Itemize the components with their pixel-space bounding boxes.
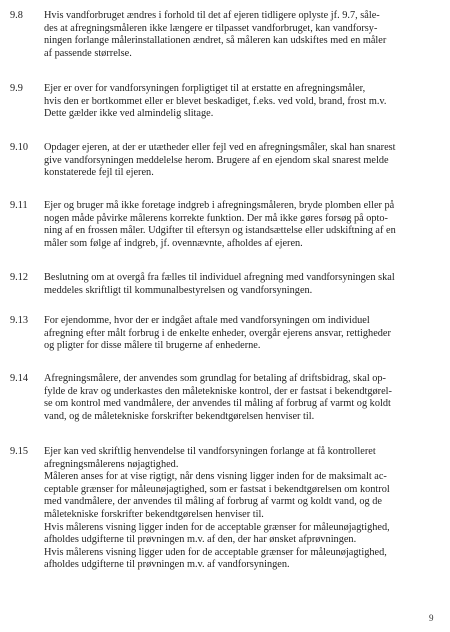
text-line: ning af en frossen måler. Udgifter til eftersyn og istandsættelse eller udskiftning af en	[44, 225, 396, 237]
text-line: ceptable grænser for måleunøjagtighed, som er fastsat i bekendtgørelsen om kontrol	[44, 483, 390, 495]
section-text	[44, 272, 440, 297]
text-line: afregning efter målt forbrug i de enkelte enheder, overgår ejerens ansvar, rettigheder	[44, 327, 391, 339]
section-text	[44, 315, 440, 353]
text-line: måler som følge af indgreb, jf. ovennævnte, afholdes af ejeren.	[44, 237, 303, 249]
text-line: afregningsmålerens nøjagtighed.	[44, 458, 179, 470]
section-9-10	[10, 142, 440, 180]
text-line: Dette gælder ikke ved almindelig slitage.	[44, 108, 214, 120]
text-line: Hvis vandforbruget ændres i forhold til det af ejeren tidligere oplyste jf. 9.7, såle-	[44, 10, 380, 21]
text-line: Måleren anses for at vise rigtigt, når dens visning ligger inden for de maksimalt ac-	[44, 471, 387, 483]
text-line: ningen forlange målerinstallationen ændret, så måleren kan udskiftes med en måler	[44, 35, 387, 47]
section-number: 9.11	[10, 200, 28, 211]
section-9-13	[10, 315, 440, 353]
text-line: Opdager ejeren, at der er utætheder eller fejl ved en afregningsmåler, skal han snarest	[44, 142, 396, 153]
section-text	[44, 373, 440, 423]
text-line: Afregningsmålere, der anvendes som grundlag for betaling af driftsbidrag, skal op-	[44, 373, 386, 384]
section-number: 9.8	[10, 10, 23, 21]
section-text	[44, 83, 440, 121]
section-9-11	[10, 200, 440, 250]
text-line: give vandforsyningen meddelelse herom. Brugere af en ejendom skal snarest melde	[44, 154, 389, 166]
section-text	[44, 446, 440, 572]
text-line: Ejer kan ved skriftlig henvendelse til vandforsyningen forlange at få kontrolleret	[44, 446, 376, 457]
section-number: 9.14	[10, 373, 29, 384]
text-line: Ejer og bruger må ikke foretage indgreb i afregningsmåleren, bryde plomben eller på	[44, 200, 395, 211]
text-line: meddeles skriftligt til kommunalbestyrelsen og vandforsyningen.	[44, 284, 313, 296]
text-line: med vandmålere, der anvendes til måling af forbrug af varmt og koldt vand, og de	[44, 496, 382, 508]
section-9-12	[10, 272, 440, 297]
text-line: nogen måde påvirke målerens korrekte funktion. Der må ikke gøres forsøg på opto-	[44, 212, 388, 224]
section-text	[44, 200, 440, 250]
text-line: Ejer er over for vandforsyningen forpligtiget til at erstatte en afregningsmåler,	[44, 83, 366, 94]
text-line: se om kontrol med vandmålere, der anvendes til måling af forbrug af varmt og koldt	[44, 398, 391, 410]
section-9-8	[10, 10, 440, 60]
text-line: Hvis målerens visning ligger inden for de acceptable grænser for måleunøjagtighed,	[44, 521, 390, 533]
section-number: 9.10	[10, 142, 29, 153]
text-line: des at afregningsmåleren ikke længere er tilpasset vandforbruget, kan vandforsy-	[44, 22, 378, 34]
section-number: 9.15	[10, 446, 29, 457]
text-line: Hvis målerens visning ligger uden for de acceptable grænser for måleunøjagtighed,	[44, 546, 387, 558]
text-line: afholdes udgifterne til prøvningen m.v. af vandforsyningen.	[44, 559, 290, 571]
text-line: af passende størrelse.	[44, 47, 132, 59]
text-line: vand, og de måletekniske forskrifter bekendtgørelsen henviser til.	[44, 410, 315, 422]
section-text	[44, 10, 440, 60]
text-line: afholdes udgifterne til prøvningen m.v. af den, der har ønsket afprøvningen.	[44, 534, 357, 546]
section-text	[44, 142, 440, 180]
text-line: måletekniske forskrifter bekendtgørelsen henviser til.	[44, 508, 264, 520]
text-line: fylde de krav og underkastes den måletekniske kontrol, der er fastsat i bekendtgørel-	[44, 385, 392, 397]
section-9-9	[10, 83, 440, 121]
text-line: konstaterede fejl til ejeren.	[44, 167, 154, 179]
section-number: 9.12	[10, 272, 29, 283]
text-line: Beslutning om at overgå fra fælles til individuel afregning med vandforsyningen skal	[44, 272, 395, 283]
page-number: 9	[429, 613, 434, 623]
section-number: 9.9	[10, 83, 23, 94]
text-line: hvis den er bortkommet eller er blevet beskadiget, f.eks. ved vold, brand, frost m.v.	[44, 95, 387, 107]
text-line: For ejendomme, hvor der er indgået aftale med vandforsyningen om individuel	[44, 315, 370, 326]
section-number: 9.13	[10, 315, 29, 326]
section-9-15	[10, 446, 440, 572]
section-9-14	[10, 373, 440, 423]
text-line: og pligter for disse målere til brugerne af enhederne.	[44, 340, 261, 352]
